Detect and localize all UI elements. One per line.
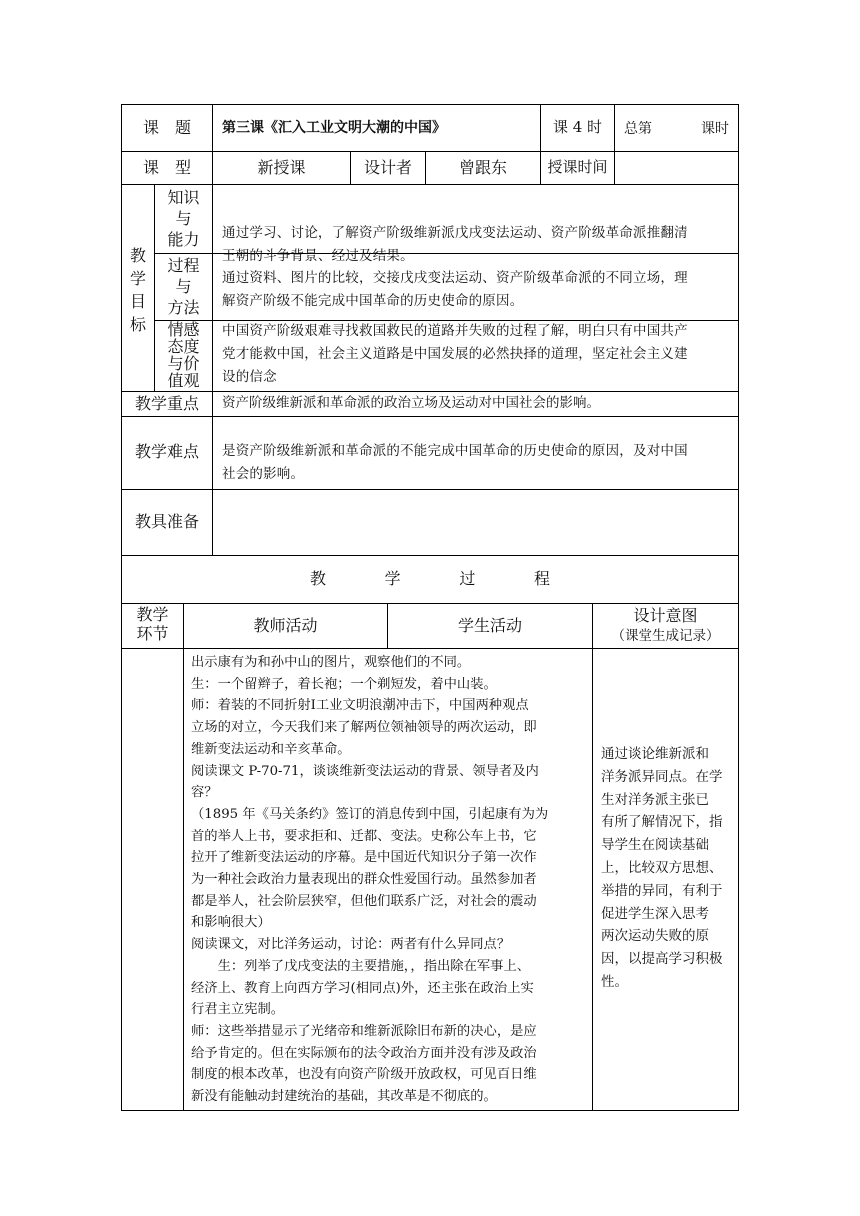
student-header: 学生活动 (457, 616, 522, 635)
hours-label: 课 4 时 (552, 118, 603, 136)
time-label: 授课时间 (547, 158, 608, 176)
emotion-text: 中国资产阶级艰难寻找救国救民的道路并失败的过程了解，明白只有中国共产 党才能救中国，社会主义道路是中国发展的必然抉择的道理，坚定社会主义建 设的信念 (222, 323, 688, 385)
difficulties-text: 是资产阶级维新派和革命派的不能完成中国革命的历史使命的原因，及对中国 社会的影响。 (222, 443, 688, 482)
design-intent: 通过谈论维新派和 洋务派异同点。在学 生对洋务派主张已 有所了解情况下，指 导学生在阅读基础 上，比较双方思想、 举措的异同，有利于 促进学生深入思考 两次运动失败的原 因，以提高学习积极 性。 (601, 746, 723, 990)
teacher-activity: 出示康有为和孙中山的图片，观察他们的不同。 生：一个留辫子，着长袍；一个剃短发，着中山装。 师：着装的不同折射Ⅰ工业文明浪潮冲击下，中国两种观点 立场的对立，今天我们来了解两位领袖领导的两次运动，即 维新变法运动和辛亥革命。 阅读课文 P-70-71，谈谈维新变法运动的背景、领导者及内 容？ （1895 年《马关条约》签订的消息传到中国，引起康有为为 首的举人上书，要求拒和、迁都、变法。史称公车上书，它 拉开了维新变法运动的序幕。是中国近代知识分子第一次作 为一种社会政治力量表现出的群众性爱国行动。虽然参加者 都是举人，社会阶层狭窄，但他们联系广泛，对社会的震动 和影响很大） 阅读课文，对比洋务运动，讨论：两者有什么异同点？ 生：列举了戊戌变法的主要措施，，指出除在军事上、 经济上、教育上向西方学习(相同点)外，还主张在政治上实 行君主立宪制。 师：这些举措显示了光绪帝和维新派除旧布新的决心，是应 给予肯定的。但在实际颁布的法令政治方面并没有涉及政治 制度的根本改革，也没有向资产阶级开放政权，可见百日维 新没有能触动封建统治的基础，其改革是不彻底的。 (191, 655, 549, 1105)
materials-label: 教具准备 (134, 512, 199, 531)
lesson-type: 新授课 (257, 158, 306, 177)
stage-header: 教学 环节 (136, 605, 169, 643)
designer-label: 设计者 (363, 158, 412, 177)
knowledge-label: 知识 与 能力 (167, 188, 200, 249)
difficulties-label: 教学难点 (134, 442, 199, 461)
total-suffix: 课时 (701, 121, 729, 137)
process-label: 过程 与 方法 (167, 256, 200, 317)
knowledge-text: 通过学习、讨论，了解资产阶级维新派戊戌变法运动、资产阶级革命派推翻清 王朝的斗争背景、经过及结果。 (222, 225, 688, 264)
process-title: 教 学 过 程 (310, 569, 550, 588)
process-text: 通过资料、图片的比较，交接戊戌变法运动、资产阶级革命派的不同立场，理 解资产阶级不能完成中国革命的历史使命的原因。 (222, 270, 688, 309)
topic-label: 课 题 (142, 118, 191, 137)
total-prefix: 总第 (624, 121, 652, 137)
teacher-header: 教师活动 (253, 616, 318, 635)
lesson-title: 第三课《汇入工业文明大潮的中国》 (222, 120, 446, 136)
objectives-label: 教 学 目 标 (129, 246, 146, 334)
emotion-label: 情感 态度 与价 值观 (167, 320, 200, 390)
key-points-label: 教学重点 (134, 394, 199, 413)
intent-header: 设计意图 （课堂生成记录） (611, 606, 720, 644)
designer-name: 曾跟东 (458, 158, 507, 177)
key-points-text: 资产阶级维新派和革命派的政治立场及运动对中国社会的影响。 (222, 395, 600, 411)
type-label: 课 型 (142, 158, 191, 177)
